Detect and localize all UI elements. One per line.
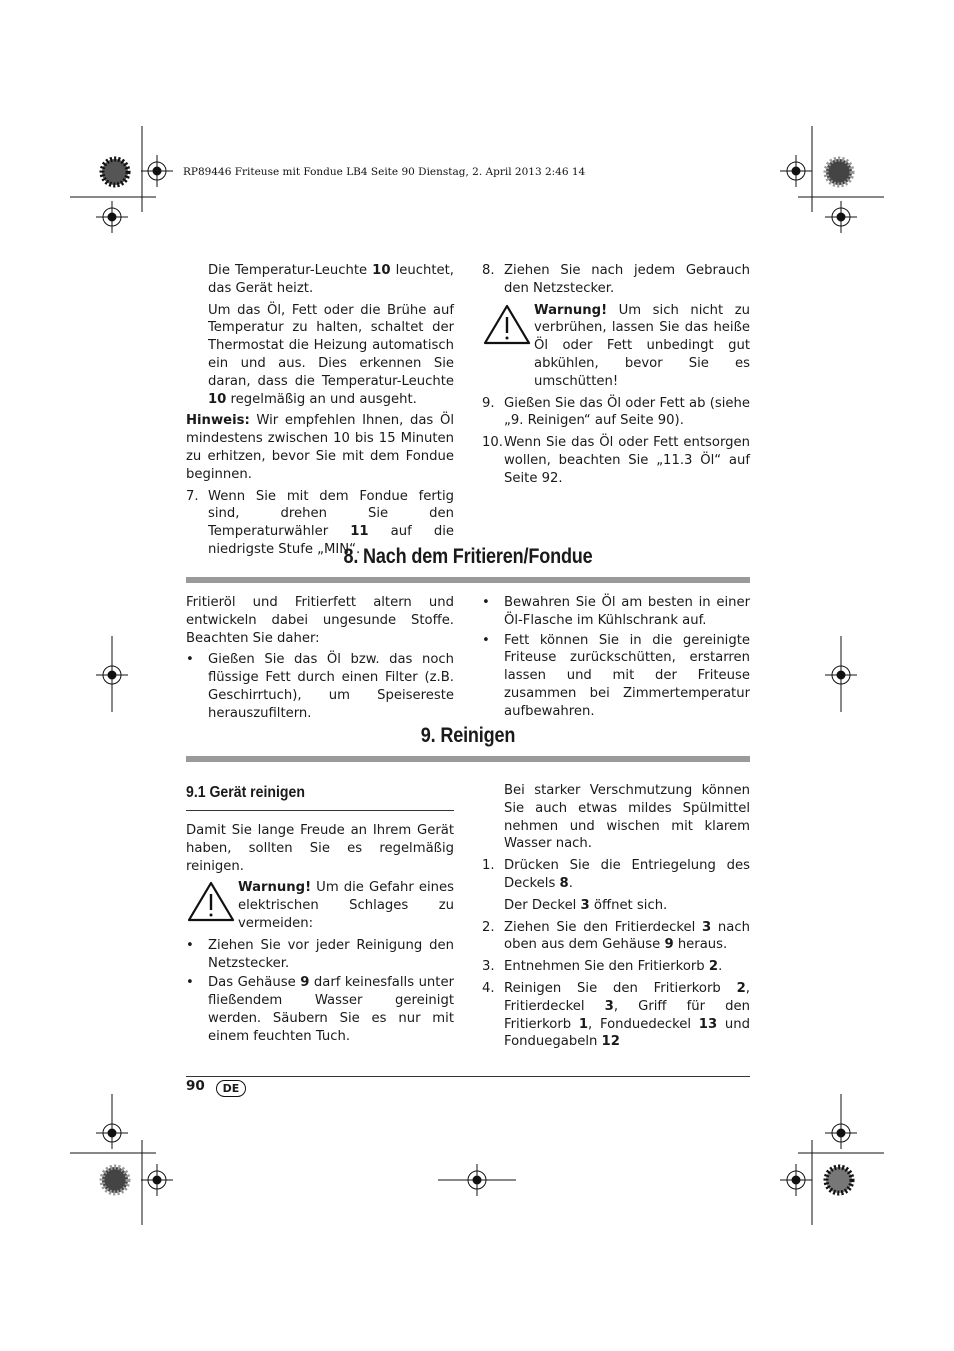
list-item: • Fett können Sie in die gereinigte Friteuse zurückschütten, erstarren lassen und mit der Friteuse zusammen bei Zimmertemperatur aufbewahren. <box>482 632 750 719</box>
warning-triangle-icon <box>186 879 238 932</box>
warning-block-electric: Warnung! Um die Gefahr eines elektrischen Schlages zu vermeiden: <box>186 879 454 932</box>
step-2: 2. Ziehen Sie den Fritierdeckel 3 nach oben aus dem Gehäuse 9 heraus. <box>482 919 750 953</box>
registration-mark-icon <box>780 155 812 187</box>
step-9: 9. Gießen Sie das Öl oder Fett ab (siehe „9. Reinigen“ auf Seite 90). <box>482 395 750 429</box>
section-9-rule <box>186 756 750 762</box>
step-10: 10. Wenn Sie das Öl oder Fett entsorgen wollen, beachten Sie „11.3 Öl“ auf Seite 92. <box>482 435 750 486</box>
section-8-right-column <box>482 594 750 723</box>
subsection-rule <box>186 810 454 811</box>
section-8-heading: 8. Nach dem Fritieren/Fondue <box>343 545 593 568</box>
language-badge: DE <box>216 1080 246 1097</box>
registration-mark-icon <box>141 155 173 187</box>
registration-mark-icon <box>141 1164 173 1196</box>
registration-mark-icon <box>780 1164 812 1196</box>
hint-paragraph: Hinweis: Wir empfehlen Ihnen, das Öl mindestens zwischen 10 bis 15 Minuten zu erhitzen, bevor Sie mit dem Fondue beginnen. <box>186 413 454 482</box>
footer-rule <box>186 1076 750 1077</box>
section-9-heading: 9. Reinigen <box>420 724 516 747</box>
list-item: • Bewahren Sie Öl am besten in einer Öl-Flasche im Kühlschrank auf. <box>482 595 750 628</box>
section-8-rule <box>186 577 750 583</box>
color-wheel-icon <box>102 159 128 185</box>
color-wheel-icon <box>826 1167 852 1193</box>
section-9-left-column <box>186 822 454 1048</box>
step-4: 4. Reinigen Sie den Fritierkorb 2, Fritierdeckel 3, Griff für den Fritierkorb 1, Fonduedeckel 13 und Fonduegabeln 12 <box>482 980 750 1050</box>
registration-mark-icon <box>96 201 128 233</box>
step-1-note: Der Deckel 3 öffnet sich. <box>504 897 668 913</box>
paragraph-thermostat: Um das Öl, Fett oder die Brühe auf Temperatur zu halten, schaltet der Thermostat die Heizung automatisch ein und aus. Dies erkennen Sie daran, dass die Temperatur-Leuchte 10 regelmäßig an und ausgeht. <box>208 302 454 407</box>
paragraph-temperature-light: Die Temperatur-Leuchte 10 leuchtet, das Gerät heizt. <box>208 263 454 296</box>
color-wheel-icon <box>102 1167 128 1193</box>
section-8-intro: Fritieröl und Fritierfett altern und entwickeln dabei ungesunde Stoffe. Beachten Sie daher: <box>186 595 454 646</box>
step-8: 8. Ziehen Sie nach jedem Gebrauch den Netzstecker. <box>482 263 750 296</box>
top-right-column <box>482 262 750 492</box>
section-9-right-column <box>482 782 750 1055</box>
list-item: • Das Gehäuse 9 darf keinesfalls unter fließendem Wasser gereinigt werden. Säubern Sie es nur mit einem feuchten Tuch. <box>186 975 454 1044</box>
color-wheel-icon <box>826 159 852 185</box>
step-1: 1. Drücken Sie die Entriegelung des Deckels 8. <box>482 858 750 891</box>
warning-block-oil: Warnung! Um sich nicht zu verbrühen, lassen Sie das heiße Öl oder Fett unbedingt gut abkühlen, bevor Sie es umschütten! <box>482 302 750 391</box>
page-number: 90 <box>186 1078 205 1094</box>
section-8-left-column <box>186 594 454 725</box>
warning-triangle-icon <box>482 302 534 391</box>
section-9-intro: Damit Sie lange Freude an Ihrem Gerät haben, sollten Sie es regelmäßig reinigen. <box>186 823 454 874</box>
section-9-right-intro: Bei starker Verschmutzung können Sie auch etwas mildes Spülmittel nehmen und wischen mit klarem Wasser nach. <box>504 783 750 852</box>
subsection-9-1-heading: 9.1 Gerät reinigen <box>186 784 305 801</box>
print-header: RP89446 Friteuse mit Fondue LB4 Seite 90 Dienstag, 2. April 2013 2:46 14 <box>183 166 586 178</box>
list-item: • Ziehen Sie vor jeder Reinigung den Netzstecker. <box>186 937 454 971</box>
list-item: • Gießen Sie das Öl bzw. das noch flüssige Fett durch einen Filter (z.B. Geschirrtuch), um Speisereste herauszufiltern. <box>186 652 454 721</box>
step-7: 7. Wenn Sie mit dem Fondue fertig sind, drehen Sie den Temperaturwähler 11 auf die niedrigste Stufe „MIN“. <box>186 488 454 557</box>
registration-mark-icon <box>825 201 857 233</box>
step-3: 3. Entnehmen Sie den Fritierkorb 2. <box>482 959 723 975</box>
top-left-column <box>186 262 454 563</box>
